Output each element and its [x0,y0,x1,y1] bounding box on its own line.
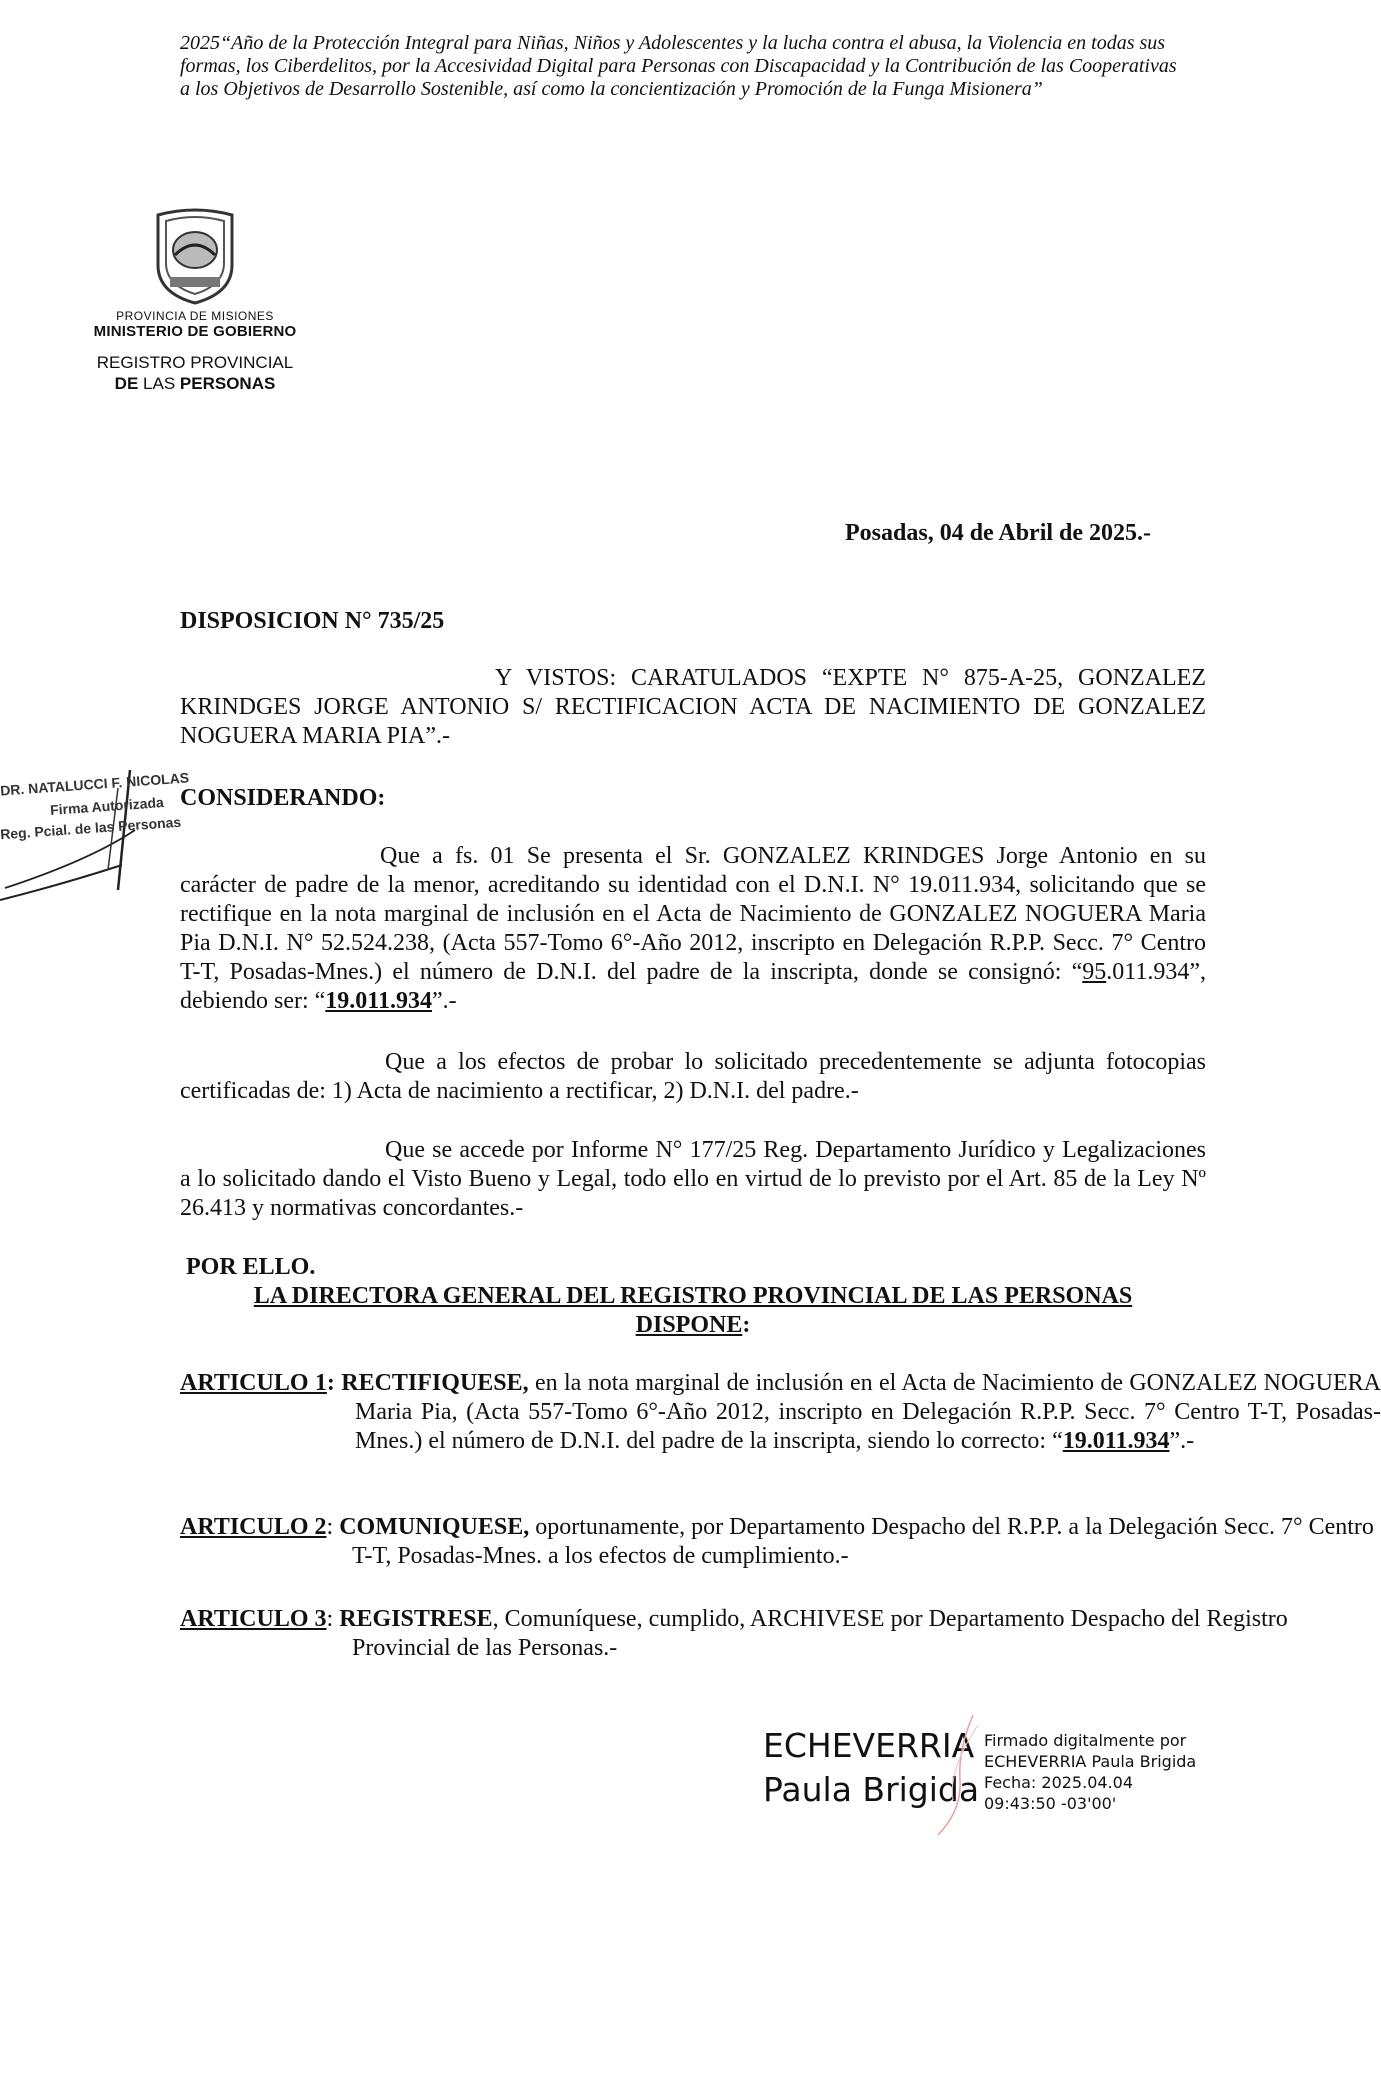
art2-verb: COMUNIQUESE, [339,1514,530,1540]
art1-end: ”.- [1169,1428,1195,1454]
art3-colon: : [326,1606,334,1632]
considerando-paragraph-3 [180,1136,1206,1223]
directora-heading [180,1282,1206,1340]
provincial-seal-icon [150,205,240,305]
directora-line2 [180,1311,1206,1340]
por-ello: POR ELLO. [186,1254,316,1280]
dispone-label: DISPONE [635,1312,743,1338]
logo-ministry-label: MINISTERIO DE GOBIERNO [93,323,297,340]
place-date: Posadas, 04 de Abril de 2025.- [845,520,1152,546]
esig-detail-3: Fecha: 2025.04.04 [984,1773,1133,1792]
stamp-line-2: Firma Autorizada [49,794,165,818]
logo-province-label: PROVINCIA DE MISIONES [116,309,274,323]
p3-text: Que se accede por Informe N° 177/25 Reg. Departamento Jurídico y Legalizaciones a lo solicitado dando el Visto Bueno y Legal, todo ello en virtud de lo previsto por el Art. 85 de la Ley Nº 26.413 y normativas concordantes.- [180,1137,1206,1221]
esig-name-line1: ECHEVERRIA [763,1726,975,1765]
articulo-2 [180,1513,1378,1571]
art1-label: ARTICULO 1 [180,1370,327,1396]
p2-text: Que a los efectos de probar lo solicitado precedentemente se adjunta fotocopias certificadas de: 1) Acta de nacimiento a rectificar, 2) D.N.I. del padre.- [180,1049,1206,1104]
esig-detail-1: Firmado digitalmente por [984,1731,1187,1750]
signature-flourish-icon [918,1710,988,1840]
stamp-line-3: Reg. Pcial. de las Personas [0,813,182,843]
considerando-paragraph-1 [180,842,1206,1016]
registro-line2 [70,373,320,394]
art1-colon: : [326,1370,335,1396]
art3-label: ARTICULO 3 [180,1606,327,1632]
art2-colon: : [326,1514,334,1540]
registro-label [70,352,320,394]
art2-label: ARTICULO 2 [180,1514,327,1540]
ministry-logo [70,205,320,340]
p1-end: ”.- [431,988,457,1014]
art1-correct-dni: 19.011.934 [1062,1428,1170,1454]
header-note: 2025“Año de la Protección Integral para Niñas, Niños y Adolescentes y la lucha contra el abusa, la Violencia en todas sus formas, los Ciberdelitos, por la Accesividad Digital para Personas con Discapacidad y la Contribución de las Cooperativas a los Objetivos de Desarrollo Sostenible, así como la concientización y Promoción de la Funga Misionera” [180,32,1177,100]
vistos-text: Y VISTOS: CARATULADOS “EXPTE N° 875-A-25, GONZALEZ KRINDGES JORGE ANTONIO S/ RECTIFICACION ACTA DE NACIMIENTO DE GONZALEZ NOGUERA MARIA PIA”.- [180,665,1206,749]
p1-text: Que a fs. 01 Se presenta el Sr. GONZALEZ KRINDGES Jorge Antonio en su carácter de padre de la menor, acreditando su identidad con el D.N.I. N° 19.011.934, solicitando que se rectifique en la nota marginal de inclusión en el Acta de Nacimiento de GONZALEZ NOGUERA Maria Pia D.N.I. N° 52.524.238, (Acta 557-Tomo 6°-Año 2012, inscripto en Delegación R.P.P. Secc. 7° Centro T-T, Posadas-Mnes.) el número de D.N.I. del padre de la inscripta, donde se consignó: “ [180,843,1206,985]
registro-de: DE [114,374,139,393]
art2-text: oportunamente, por Departamento Despacho del R.P.P. a la Delegación Secc. 7° Centro T-T, Posadas-Mnes. a los efectos de cumplimiento.- [352,1514,1374,1569]
art1-verb: RECTIFIQUESE, [341,1370,529,1396]
digital-signature-details [984,1730,1196,1814]
art1-text: en la nota marginal de inclusión en el Acta de Nacimiento de GONZALEZ NOGUERA Maria Pia, (Acta 557-Tomo 6°-Año 2012, inscripto en Delegación R.P.P. Secc. 7° Centro T-T, Posadas-Mnes.) el número de D.N.I. del padre de la inscripta, siendo lo correcto: “ [355,1370,1381,1454]
p1-wrong-prefix: 95 [1082,959,1107,985]
esig-name-line2: Paula Brigida [763,1770,980,1809]
p1-correct-dni: 19.011.934 [325,988,432,1014]
articulo-3 [180,1605,1378,1663]
esig-detail-4: 09:43:50 -03'00' [984,1794,1117,1813]
directora-line1: LA DIRECTORA GENERAL DEL REGISTRO PROVINCIAL DE LAS PERSONAS [253,1283,1133,1309]
p1-wrong-rest: .011.934”, debiendo ser: “ [180,959,1206,1014]
registro-las: LAS [143,374,176,393]
disposicion-number: DISPOSICION N° 735/25 [180,608,445,634]
esig-detail-2: ECHEVERRIA Paula Brigida [984,1752,1197,1771]
registro-line1: REGISTRO PROVINCIAL [96,353,294,372]
vistos-paragraph [180,664,1206,751]
registro-personas: PERSONAS [179,374,276,393]
articulo-1 [180,1369,1381,1456]
dispone-colon: : [742,1312,751,1338]
art3-verb: REGISTRESE [339,1606,493,1632]
considerando-title: CONSIDERANDO: [180,785,386,811]
considerando-paragraph-2 [180,1048,1206,1106]
art3-text: , Comuníquese, cumplido, ARCHIVESE por Departamento Despacho del Registro Provincial de las Personas.- [352,1606,1288,1661]
stamp-line-1: DR. NATALUCCI F. NICOLAS [0,769,190,799]
